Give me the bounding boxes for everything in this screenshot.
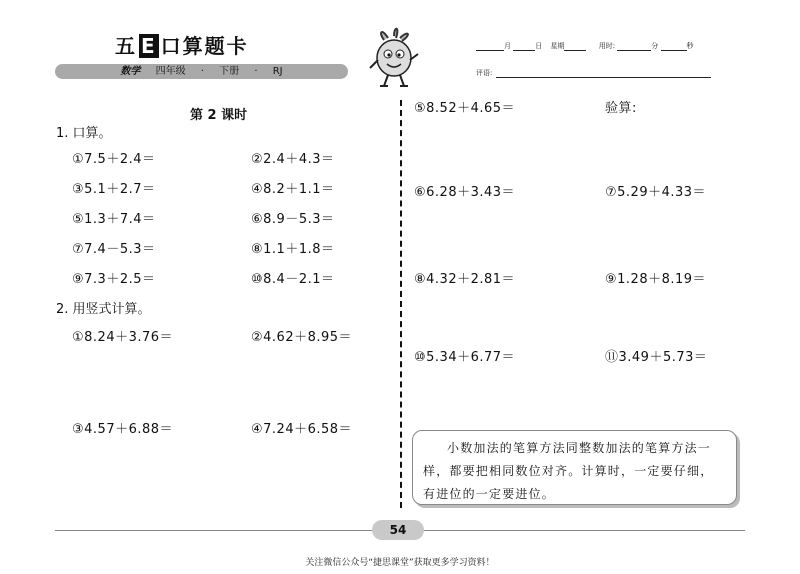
oral-item: ⑥8.9－5.3＝ (251, 212, 335, 227)
comment-row (476, 68, 711, 78)
brand-suffix: 口算题卡 (160, 34, 249, 58)
dot-separator-2: · (254, 66, 258, 77)
oral-item: ⑨7.3＋2.5＝ (72, 272, 156, 287)
brand-prefix: 五 (115, 34, 137, 58)
volume-label: 下册 (219, 66, 240, 77)
written-item: ⑤8.52＋4.65＝ (414, 101, 516, 116)
mascot-icon (368, 24, 420, 88)
section-2-title: 2. 用竖式计算。 (56, 302, 151, 317)
day-blank[interactable] (513, 43, 535, 51)
brand-letter: E (141, 34, 157, 58)
written-item: ⑦5.29＋4.33＝ (605, 185, 707, 200)
lesson-title: 第 2 课时 (190, 108, 248, 123)
written-item: ②4.62＋8.95＝ (251, 330, 353, 345)
written-item: ④7.24＋6.58＝ (251, 422, 353, 437)
weekday-blank[interactable] (564, 43, 586, 51)
column-divider (400, 100, 402, 508)
date-time-row (476, 41, 694, 51)
brand-title (115, 30, 375, 60)
subject-label: 数学 (120, 66, 141, 77)
oral-item: ⑩8.4－2.1＝ (251, 272, 335, 287)
edition-label: RJ (272, 66, 283, 77)
oral-item: ④8.2＋1.1＝ (251, 182, 335, 197)
month-label: 月 (504, 42, 511, 50)
written-item: ⑨1.28＋8.19＝ (605, 272, 707, 287)
minute-blank[interactable] (617, 43, 651, 51)
comment-label: 评语: (476, 69, 493, 77)
tip-box: 小数加法的笔算方法同整数加法的笔算方法一样，都要把相同数位对齐。计算时，一定要仔细，有进位的一定要进位。 (412, 430, 737, 505)
written-item: ⑩5.34＋6.77＝ (414, 350, 516, 365)
time-used-label: 用时: (598, 42, 616, 50)
written-item: ⑪3.49＋5.73＝ (605, 350, 708, 365)
oral-item: ①7.5＋2.4＝ (72, 152, 156, 167)
check-label: 验算: (605, 101, 637, 116)
page-number: 54 (372, 520, 424, 540)
section-1-title: 1. 口算。 (56, 126, 112, 141)
written-item: ⑧4.32＋2.81＝ (414, 272, 516, 287)
comment-blank[interactable] (496, 69, 711, 78)
minute-label: 分 (651, 42, 659, 50)
oral-item: ⑧1.1＋1.8＝ (251, 242, 335, 257)
month-blank[interactable] (476, 43, 504, 51)
oral-item: ⑤1.3＋7.4＝ (72, 212, 156, 227)
oral-item: ⑦7.4－5.3＝ (72, 242, 156, 257)
grade-label: 四年级 (155, 66, 186, 77)
oral-item: ③5.1＋2.7＝ (72, 182, 156, 197)
footer-note: 关注微信公众号“捷思课堂”获取更多学习资料！ (305, 558, 495, 568)
written-item: ⑥6.28＋3.43＝ (414, 185, 516, 200)
oral-item: ②2.4＋4.3＝ (251, 152, 335, 167)
written-item: ①8.24＋3.76＝ (72, 330, 174, 345)
weekday-label: 星期 (550, 42, 565, 50)
written-item: ③4.57＋6.88＝ (72, 422, 174, 437)
second-label: 秒 (686, 42, 694, 50)
dot-separator-1: · (200, 66, 204, 77)
second-blank[interactable] (661, 43, 687, 51)
day-label: 日 (535, 42, 543, 50)
subject-bar (55, 64, 348, 79)
